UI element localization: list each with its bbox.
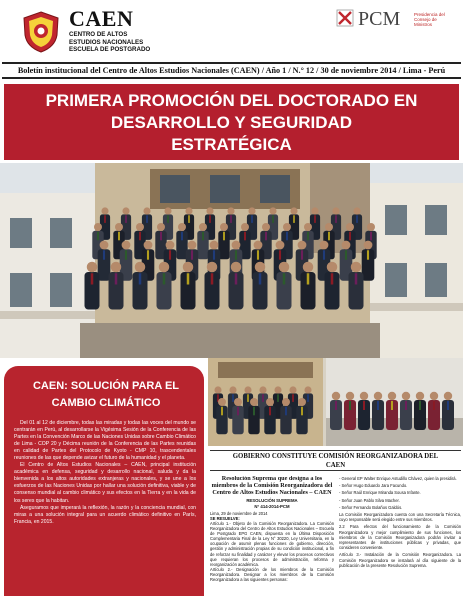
pcm-note: Presidencia del Consejo de Ministros	[414, 12, 445, 27]
climate-paragraph: Aseguramos que imperará la reflexión, la razón y la conciencia mundial, con miras a una solución integral para un acuerdo climático definitivo en París, Francia, en 2015.	[14, 504, 196, 525]
pcm-logo	[336, 9, 456, 31]
headline: PRIMERA PROMOCIÓN DEL DOCTORADO EN DESARROLLO Y SEGURIDAD ESTRATÉGICA	[4, 84, 459, 160]
bulletin-bar: Boletín institucional del Centro de Altos Estudios Nacionales (CAEN) / Año 1 / N.° 12 / 30 de noviembre 2014 / Lima - Perú	[2, 62, 461, 79]
masthead	[0, 0, 463, 58]
resolution-number: RESOLUCIÓN SUPREMA N° 414-2014-PCM	[246, 498, 298, 509]
masthead-title: CAEN	[69, 6, 134, 31]
climate-title: CAEN: SOLUCIÓN PARA EL CAMBIO CLIMÁTICO	[32, 380, 180, 409]
pcm-shield-icon	[336, 9, 354, 27]
resolution-text: Lima, 29 de noviembre de 2014 SE RESUELVE: Artículo 1.- Objeto de la Comisión Reorganizadora. La Comisión Reorganizadora del Centro de Altos Estudios Nacionales – Escuela de Postgrado EPG CAEN, dispuesta en la Última Disposición Complementaria Final de la Ley N° 30220, Ley Universitaria, en la ocupación de asumir plenas funciones de gobierno, dirección, gestión y administración propias de su condición institucional, a fin de reforzar su finalidad y carácter y elevar los procesos correctivos que requieran los procesos de administración, reforma y reorganización académica. Artículo 2.- Designación de los miembros de la Comisión Reorganizadora. Designar a los miembros de la Comisión Reorganizadora a las siguientes personas:	[210, 510, 334, 583]
resolution-column-left	[210, 476, 334, 596]
resolution-title: Resolución Suprema que designa a los miembros de la Comisión Reorganizadora del Centro de Altos Estudios Nacionales – CAEN	[211, 476, 333, 496]
climate-paragraph: El Centro de Altos Estudios Nacionales – CAEN, principal institución académica en defensa, seguridad y desarrollo nacional, saluda y da la bienvenida a los altos autoridades extranjeras y nacionales, y se une a los esfuerzos de las Naciones Unidas por hallar una solución definitiva, viable y de consenso mundial al cambio climático y sus efectos en la Tierra y en la vida de los seres que la habitan.	[14, 462, 196, 504]
climate-article	[4, 366, 204, 596]
commission-heading: GOBIERNO CONSTITUYE COMISIÓN REORGANIZADORA DEL CAEN	[210, 450, 461, 471]
group-photo-image	[0, 163, 463, 358]
climate-paragraph: Del 01 al 12 de diciembre, todas las miradas y todas las voces del mundo se centrarán en Perú, al desarrollarse la Vigésima Sesión de la Conferencia de las Partes en la Convención Marco de las Naciones Unidas sobre Cambio Climático de Lima - COP 20 y Décima reunión de la Conferencia de las Partes reunidas en calidad de Partes del Protocolo de Kyoto - CMP 10, trascendentales reuniones de las que depende avizar el futuro de la humanidad y el planeta.	[14, 420, 196, 462]
caen-seal-icon	[22, 11, 60, 53]
resolution-column-right: - General EP Walter Enrique Astudillo Chávez, quien la presidirá. - Señor Hugo Eduardo Jara Facundo. - Señor Raúl Enrique Miranda Sousa Infante. - Señor Juan Pablo Silva Macher. - Señor Fernando Bolaños Galdós. La Comisión Reorganizadora cuenta con una Secretaría Técnica, cuyo responsable será elegido entre sus miembros. 2.2 Para efectos del funcionamiento de la Comisión Reorganizadora y mejor cumplimiento de sus funciones, los miembros de la Comisión Reorganizadora podrán invitar a representantes de instituciones públicas y privadas, que consideren conveniente. Artículo 3.- Instalación de la Comisión Reorganizadora. La Comisión Reorganizadora se instalará al día siguiente de la publicación de la presente Resolución Suprema.	[339, 476, 461, 568]
masthead-subtitle: CENTRO DE ALTOS ESTUDIOS NACIONALES ESCUELA DE POSTGRADO	[69, 31, 151, 54]
group-photo	[0, 163, 463, 358]
commission-photo	[208, 358, 463, 446]
commission-photo-image	[208, 358, 463, 446]
climate-body	[14, 420, 196, 526]
pcm-wordmark: PCM	[358, 8, 401, 30]
